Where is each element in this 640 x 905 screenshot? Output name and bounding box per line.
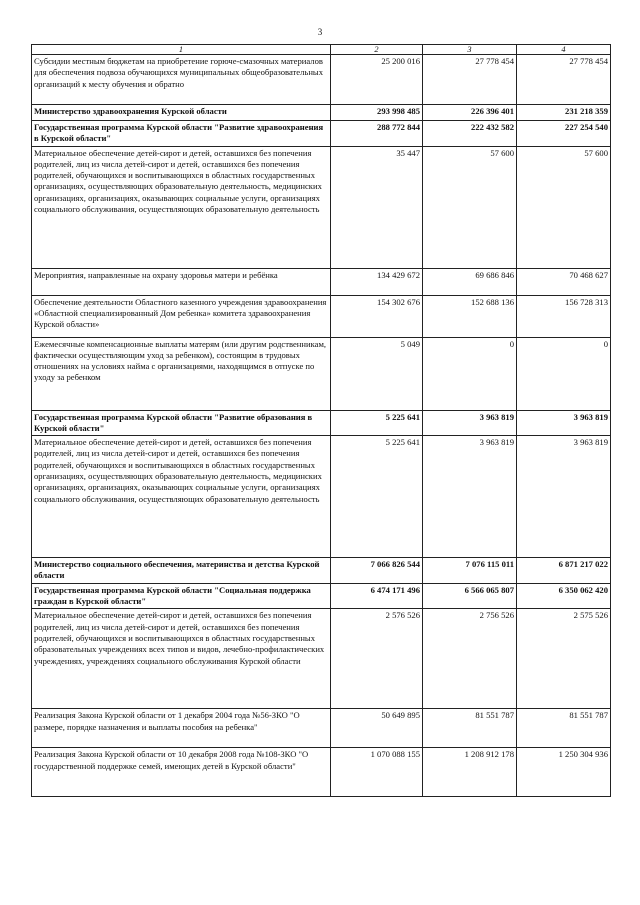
table-header-row	[32, 45, 611, 55]
row-value-col4: 3 963 819	[517, 436, 611, 558]
row-value-col2: 6 474 171 496	[331, 583, 423, 609]
row-value-col4: 3 963 819	[517, 410, 611, 436]
table-row	[32, 748, 611, 797]
row-value-col3: 2 756 526	[423, 609, 517, 709]
row-value-col3: 27 778 454	[423, 55, 517, 105]
row-name: Субсидии местным бюджетам на приобретение горюче-смазочных материалов для обеспечения подвоза обучающихся муниципальных общеобразовательных организаций к месту обучения и обратно	[32, 55, 331, 105]
row-value-col2: 293 998 485	[331, 105, 423, 121]
row-value-col3: 152 688 136	[423, 295, 517, 337]
row-value-col4: 6 871 217 022	[517, 558, 611, 584]
row-value-col2: 5 225 641	[331, 410, 423, 436]
table-row	[32, 295, 611, 337]
row-value-col2: 154 302 676	[331, 295, 423, 337]
table-row	[32, 121, 611, 147]
table-row	[32, 337, 611, 410]
table-row	[32, 55, 611, 105]
page-number: 3	[317, 27, 323, 37]
row-name: Обеспечение деятельности Областного казенного учреждения здравоохранения «Областной специализированный Дом ребенка» комитета здравоохранения Курской области»	[32, 295, 331, 337]
row-value-col3: 81 551 787	[423, 709, 517, 748]
row-value-col4: 231 218 359	[517, 105, 611, 121]
table-row	[32, 146, 611, 268]
table-row	[32, 436, 611, 558]
row-value-col4: 156 728 313	[517, 295, 611, 337]
row-value-col4: 70 468 627	[517, 268, 611, 295]
row-value-col4: 227 254 540	[517, 121, 611, 147]
row-name: Государственная программа Курской области "Социальная поддержка граждан в Курской области"	[32, 583, 331, 609]
row-value-col3: 69 686 846	[423, 268, 517, 295]
row-name: Министерство здравоохранения Курской области	[32, 105, 331, 121]
row-value-col2: 7 066 826 544	[331, 558, 423, 584]
column-header: 3	[423, 45, 517, 55]
row-value-col4: 6 350 062 420	[517, 583, 611, 609]
row-value-col4: 57 600	[517, 146, 611, 268]
table-row	[32, 583, 611, 609]
row-value-col2: 5 049	[331, 337, 423, 410]
row-name: Реализация Закона Курской области от 1 декабря 2004 года №56-ЗКО "О размере, порядке назначения и выплаты пособия на ребенка"	[32, 709, 331, 748]
row-value-col2: 288 772 844	[331, 121, 423, 147]
table-row	[32, 410, 611, 436]
row-value-col4: 0	[517, 337, 611, 410]
row-value-col3: 222 432 582	[423, 121, 517, 147]
table-row	[32, 558, 611, 584]
row-value-col3: 7 076 115 011	[423, 558, 517, 584]
row-value-col2: 134 429 672	[331, 268, 423, 295]
row-name: Ежемесячные компенсационные выплаты матерям (или другим родственникам, фактически осуществляющим уход за ребенком), состоящим в трудовых отношениях на условиях найма с организациями, находящимся в отпуске по уходу за ребенком	[32, 337, 331, 410]
row-name: Государственная программа Курской области "Развитие здравоохранения в Курской области"	[32, 121, 331, 147]
row-value-col3: 226 396 401	[423, 105, 517, 121]
row-value-col2: 5 225 641	[331, 436, 423, 558]
row-name: Материальное обеспечение детей-сирот и детей, оставшихся без попечения родителей, лиц из числа детей-сирот и детей, оставшихся без попечения родителей, обучающихся и воспитывающихся в областных государственных организациях, осуществляющих образовательную деятельность, медицинских организациях, организациях, оказывающих социальные услуги, организациях социального обслуживания, осуществляющих образовательную деятельность	[32, 146, 331, 268]
row-value-col3: 57 600	[423, 146, 517, 268]
column-header: 2	[331, 45, 423, 55]
column-header: 1	[32, 45, 331, 55]
row-value-col4: 27 778 454	[517, 55, 611, 105]
row-value-col3: 3 963 819	[423, 436, 517, 558]
row-value-col4: 2 575 526	[517, 609, 611, 709]
row-name: Реализация Закона Курской области от 10 декабря 2008 года №108-ЗКО "О государственной поддержке семей, имеющих детей в Курской области"	[32, 748, 331, 797]
table-row	[32, 268, 611, 295]
row-name: Министерство социального обеспечения, материнства и детства Курской области	[32, 558, 331, 584]
budget-table	[31, 44, 611, 797]
row-value-col4: 81 551 787	[517, 709, 611, 748]
row-name: Материальное обеспечение детей-сирот и детей, оставшихся без попечения родителей, лиц из числа детей-сирот и детей, оставшихся без попечения родителей, обучающихся и воспитывающихся в областных государственных образовательных учреждениях всех типов и видов, лечебно-профилактических учреждениях, учреждениях социального обслуживания Курской области	[32, 609, 331, 709]
row-value-col3: 6 566 065 807	[423, 583, 517, 609]
row-value-col4: 1 250 304 936	[517, 748, 611, 797]
row-name: Государственная программа Курской области "Развитие образования в Курской области"	[32, 410, 331, 436]
row-name: Материальное обеспечение детей-сирот и детей, оставшихся без попечения родителей, лиц из числа детей-сирот и детей, оставшихся без попечения родителей, обучающихся и воспитывающихся в областных государственных организациях, осуществляющих образовательную деятельность, медицинских организациях, организациях, оказывающих социальные услуги, организациях социального обслуживания, осуществляющих образовательную деятельность	[32, 436, 331, 558]
table-row	[32, 105, 611, 121]
row-value-col3: 3 963 819	[423, 410, 517, 436]
row-value-col2: 50 649 895	[331, 709, 423, 748]
row-value-col2: 35 447	[331, 146, 423, 268]
column-header: 4	[517, 45, 611, 55]
table-row	[32, 709, 611, 748]
row-value-col3: 0	[423, 337, 517, 410]
row-value-col2: 1 070 088 155	[331, 748, 423, 797]
row-value-col2: 2 576 526	[331, 609, 423, 709]
row-value-col3: 1 208 912 178	[423, 748, 517, 797]
row-name: Мероприятия, направленные на охрану здоровья матери и ребёнка	[32, 268, 331, 295]
table-row	[32, 609, 611, 709]
row-value-col2: 25 200 016	[331, 55, 423, 105]
